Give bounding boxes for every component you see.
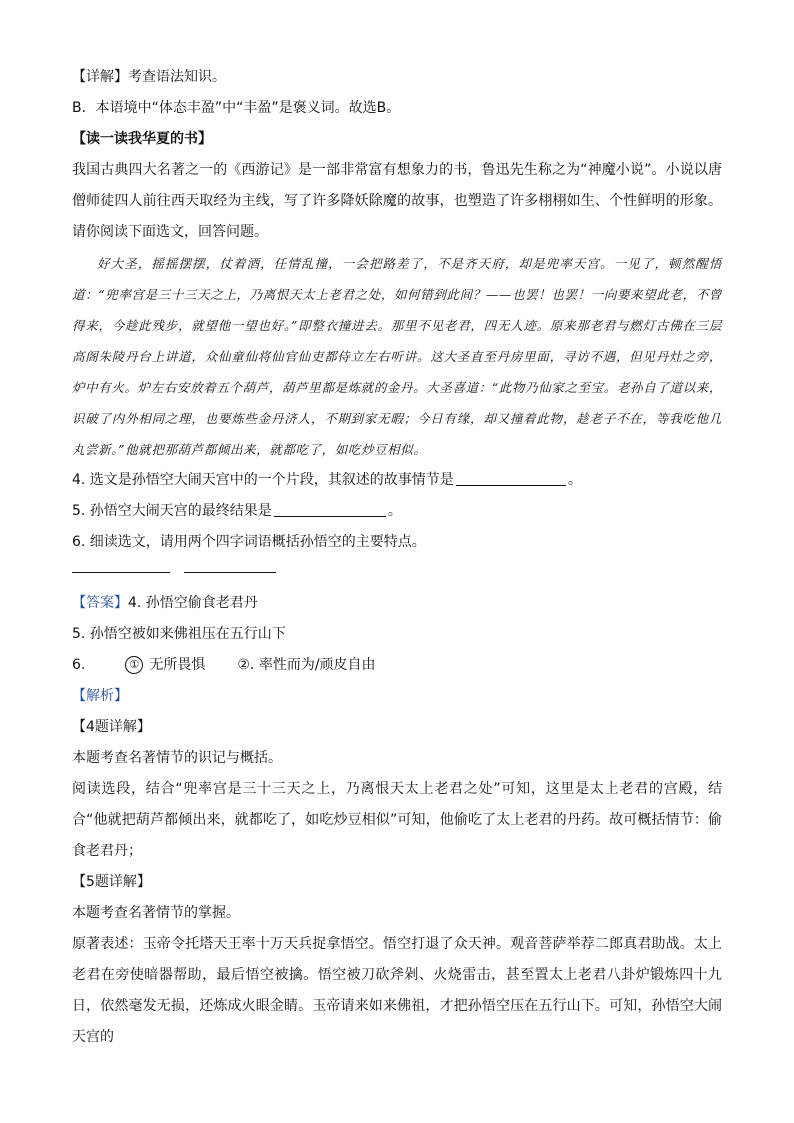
answer-label: 【答案】 [72, 595, 128, 611]
answer-6-mark-1: ① [125, 656, 143, 674]
question-4-blank[interactable] [456, 469, 566, 486]
question-4 [72, 465, 722, 496]
answer-4: 4. 孙悟空偷食老君丹 [128, 595, 258, 611]
q5-detail-intro: 本题考查名著情节的掌握。 [72, 905, 240, 921]
q5-detail-label: 【5题详解】 [72, 874, 151, 890]
question-5-blank[interactable] [274, 500, 386, 517]
q3-detail-text: 考查语法知识。 [128, 69, 226, 85]
answer-6-mark-2: ②. [237, 657, 255, 673]
answer-6-item-2: 率性而为/顽皮自由 [258, 657, 376, 673]
question-5-end: 。 [387, 503, 402, 519]
answer-6-item-1: 无所畏惧 [149, 657, 206, 673]
q4-detail-body: 阅读选段，结合“兜率宫是三十三天之上，乃离恨天太上老君之处”可知，这里是太上老君的宫殿，结合“他就把葫芦都倾出来，就都吃了，如吃炒豆相似”可知，他偷吃了太上老君的丹药。故可概括情节：偷食老君丹； [72, 781, 722, 859]
question-5-text: 5. 孙悟空大闹天宫的最终结果是 [72, 503, 272, 519]
excerpt-paragraph: 好大圣，摇摇摆摆，仗着酒，任情乱撞，一会把路差了，不是齐天府，却是兜率天宫。一见了，顿然醒悟道：“兜率宫是三十三天之上，乃离恨天太上老君之处，如何错到此间？——也罢！也罢！一向要来望此老，不曾得来，今趁此残步，就望他一望也好。”即整衣撞进去。那里不见老君，四无人迹。原来那老君与燃灯古佛在三层高阁朱陵丹台上讲道，众仙童仙将仙官仙吏都侍立左右听讲。这大圣直至丹房里面，寻访不遇，但见丹灶之旁，炉中有火。炉左右安放着五个葫芦，葫芦里都是炼就的金丹。大圣喜道：“此物乃仙家之至宝。老孙自了道以来，识破了内外相同之理，也要炼些金丹济人，不期到家无暇；今日有缘，却又撞着此物，趁老子不在，等我吃他几丸尝新。”他就把那葫芦都倾出来，就都吃了，如吃炒豆相似。 [72, 256, 722, 457]
question-4-end: 。 [567, 472, 582, 488]
analysis-label: 【解析】 [72, 688, 128, 704]
intro-paragraph: 我国古典四大名著之一的《西游记》是一部非常富有想象力的书，鲁迅先生称之为“神魔小说”。小说以唐僧师徒四人前往西天取经为主线，写了许多降妖除魔的故事，也塑造了许多栩栩如生、个性鲜明的形象。请你阅读下面选文，回答问题。 [72, 162, 722, 240]
q3-detail-line [72, 62, 722, 93]
answer-6-number: 6. [72, 657, 86, 673]
q5-detail-body: 原著表述：玉帝令托塔天王率十万天兵捉拿悟空。悟空打退了众天神。观音菩萨举荐二郎真君助战。太上老君在旁使暗器帮助，最后悟空被擒。悟空被刀砍斧剁、火烧雷击，甚至置太上老君八卦炉锻炼四十九日，依然毫发无损，还炼成火眼金睛。玉帝请来如来佛祖，才把孙悟空压在五行山下。可知，孙悟空大闹天宫的 [72, 936, 722, 1045]
question-5 [72, 496, 722, 527]
question-4-text: 4. 选文是孙悟空大闹天宫中的一个片段，其叙述的故事情节是 [72, 472, 454, 488]
answer-6 [72, 650, 722, 681]
document-page [72, 62, 722, 1053]
question-6-blank-1[interactable] [72, 572, 170, 573]
question-6: 6. 细读选文，请用两个四字词语概括孙悟空的主要特点。 [72, 534, 426, 550]
question-6-blanks [72, 558, 722, 588]
q3-answer-line: B．本语境中“体态丰盈”中“丰盈”是褒义词。故选B。 [72, 100, 401, 116]
section-title: 【读一读我华夏的书】 [72, 131, 212, 147]
q4-detail-label: 【4题详解】 [72, 719, 151, 735]
q3-detail-label: 【详解】 [72, 69, 128, 85]
answer-5: 5. 孙悟空被如来佛祖压在五行山下 [72, 626, 286, 642]
q4-detail-intro: 本题考查名著情节的识记与概括。 [72, 750, 282, 766]
answer-4-line [72, 588, 722, 619]
question-6-blank-2[interactable] [184, 572, 276, 573]
